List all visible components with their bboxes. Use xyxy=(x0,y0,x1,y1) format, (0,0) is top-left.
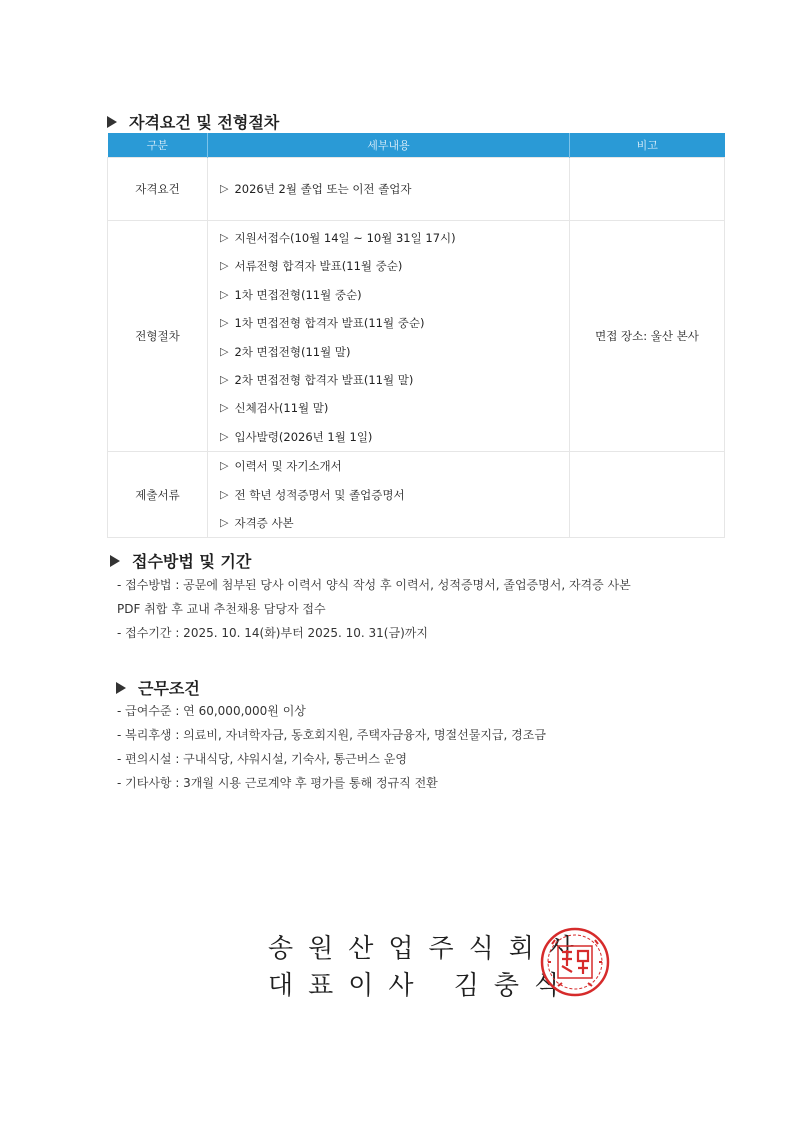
list-item-text: 1차 면접전형(11월 중순) xyxy=(234,287,362,302)
triangle-right-icon: ▷ xyxy=(220,487,229,501)
section-title-text: 근무조건 xyxy=(138,679,200,698)
section-title-application xyxy=(110,549,251,572)
list-item xyxy=(220,481,569,509)
list-item xyxy=(220,452,569,480)
row-detail xyxy=(208,158,570,221)
triangle-right-icon: ▷ xyxy=(220,429,229,443)
ceo-name xyxy=(268,965,574,1002)
triangle-right-icon: ▷ xyxy=(220,401,229,415)
section-title-conditions xyxy=(116,676,200,699)
condition-line: - 편의시설 : 구내식당, 샤워시설, 기숙사, 통근버스 운영 xyxy=(117,752,407,766)
triangle-right-icon: ▷ xyxy=(220,259,229,273)
header-category: 구분 xyxy=(108,133,208,158)
triangle-right-icon: ▷ xyxy=(220,515,229,529)
row-note: 면접 장소: 울산 본사 xyxy=(570,221,725,452)
list-item xyxy=(220,224,569,252)
table-header-row xyxy=(108,133,725,158)
header-note: 비고 xyxy=(570,133,725,158)
triangle-right-icon: ▷ xyxy=(220,372,229,386)
triangle-right-icon: ▷ xyxy=(220,344,229,358)
application-method-line: - 접수방법 : 공문에 첨부된 당사 이력서 양식 작성 후 이력서, 성적증명서, 졸업증명서, 자격증 사본 xyxy=(117,578,631,592)
list-item-text: 1차 면접전형 합격자 발표(11월 중순) xyxy=(234,316,425,331)
row-category: 자격요건 xyxy=(108,158,208,221)
triangle-right-icon: ▷ xyxy=(220,459,229,473)
condition-line: - 급여수준 : 연 60,000,000원 이상 xyxy=(117,704,306,718)
list-item-text: 서류전형 합격자 발표(11월 중순) xyxy=(234,259,403,274)
condition-line: - 기타사항 : 3개월 시용 근로계약 후 평가를 통해 정규직 전환 xyxy=(117,776,438,790)
company-name: 송원산업주식회사 xyxy=(268,934,589,964)
play-triangle-icon xyxy=(107,116,117,128)
section-title-text: 접수방법 및 기간 xyxy=(132,552,252,571)
list-item xyxy=(220,423,569,451)
list-item xyxy=(220,175,569,203)
section-title-text: 자격요건 및 전형절차 xyxy=(129,113,280,132)
row-detail xyxy=(208,452,570,538)
list-item xyxy=(220,509,569,537)
row-detail xyxy=(208,221,570,452)
triangle-right-icon: ▷ xyxy=(220,181,229,195)
table-row xyxy=(108,452,725,538)
list-item xyxy=(220,394,569,422)
application-period-line: - 접수기간 : 2025. 10. 14(화)부터 2025. 10. 31(금)까지 xyxy=(117,626,428,640)
list-item xyxy=(220,366,569,394)
row-category: 제출서류 xyxy=(108,452,208,538)
play-triangle-icon xyxy=(110,555,120,567)
header-detail: 세부내용 xyxy=(208,133,570,158)
list-item-text: 지원서접수(10월 14일 ~ 10월 31일 17시) xyxy=(234,231,456,245)
table-row xyxy=(108,221,725,452)
play-triangle-icon xyxy=(116,682,126,694)
list-item-text: 전 학년 성적증명서 및 졸업증명서 xyxy=(234,487,405,502)
list-item-text: 이력서 및 자기소개서 xyxy=(234,459,342,474)
list-item-text: 신체검사(11월 말) xyxy=(234,401,329,416)
list-item-text: 2026년 2월 졸업 또는 이전 졸업자 xyxy=(234,181,412,196)
list-item-text: 2차 면접전형 합격자 발표(11월 말) xyxy=(234,372,414,387)
list-item xyxy=(220,281,569,309)
application-method-line-cont: PDF 취합 후 교내 추천채용 담당자 접수 xyxy=(117,602,326,616)
list-item-text: 2차 면접전형(11월 말) xyxy=(234,344,351,359)
list-item-text: 자격증 사본 xyxy=(234,515,294,530)
list-item xyxy=(220,338,569,366)
list-item xyxy=(220,252,569,280)
condition-line: - 복리후생 : 의료비, 자녀학자금, 동호회지원, 주택자금융자, 명절선물지급, 경조금 xyxy=(117,728,546,742)
row-note xyxy=(570,158,725,221)
triangle-right-icon: ▷ xyxy=(220,316,229,330)
row-note xyxy=(570,452,725,538)
company-seal-icon xyxy=(538,926,612,998)
section-title-requirements xyxy=(107,110,279,133)
list-item-text: 입사발령(2026년 1월 1일) xyxy=(234,429,373,444)
requirements-table xyxy=(107,133,725,538)
triangle-right-icon: ▷ xyxy=(220,287,229,301)
table-row xyxy=(108,158,725,221)
triangle-right-icon: ▷ xyxy=(220,231,229,244)
list-item xyxy=(220,309,569,337)
ceo-name-text: 대표이사 김충식 xyxy=(268,971,575,1001)
row-category: 전형절차 xyxy=(108,221,208,452)
